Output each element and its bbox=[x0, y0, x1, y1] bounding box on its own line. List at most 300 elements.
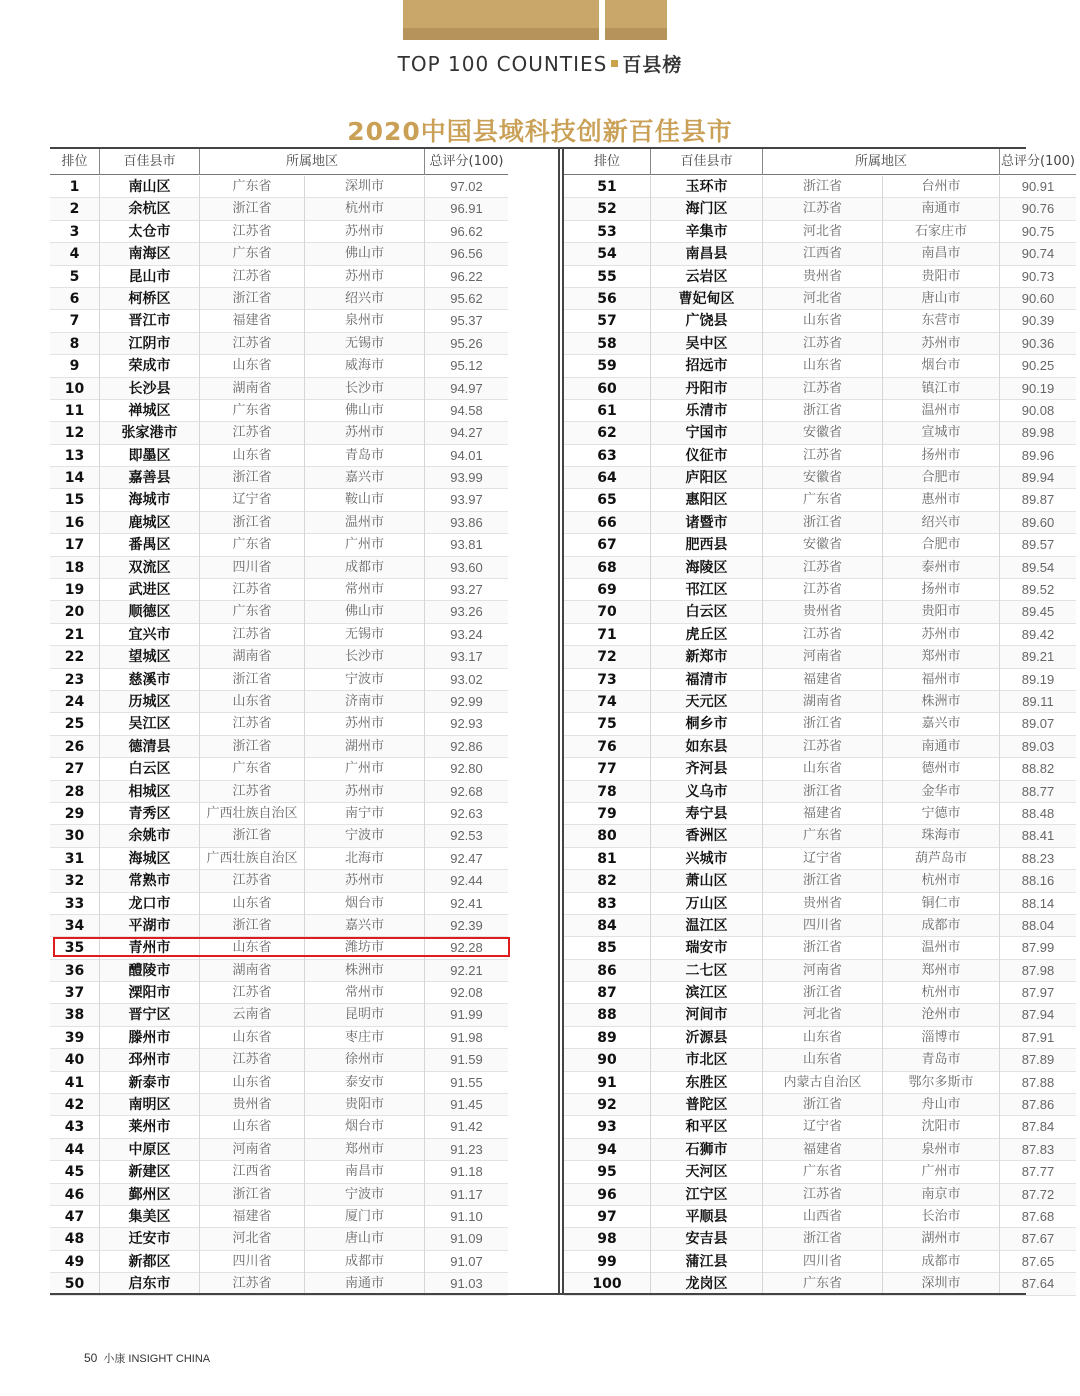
city-cell: 郑州市 bbox=[305, 1139, 425, 1161]
city-cell: 淄博市 bbox=[883, 1027, 1000, 1049]
county-cell: 天元区 bbox=[651, 691, 763, 713]
city-cell: 绍兴市 bbox=[305, 288, 425, 310]
city-cell: 长沙市 bbox=[305, 378, 425, 400]
table-row bbox=[50, 758, 508, 780]
county-cell: 香洲区 bbox=[651, 825, 763, 847]
rank-cell: 29 bbox=[50, 803, 100, 825]
rank-cell: 48 bbox=[50, 1228, 100, 1250]
rank-cell: 87 bbox=[564, 982, 651, 1004]
county-cell: 滕州市 bbox=[100, 1027, 200, 1049]
table-row bbox=[50, 1004, 508, 1026]
score-cell: 92.08 bbox=[450, 985, 483, 1001]
county-cell: 蒲江县 bbox=[651, 1251, 763, 1273]
county-cell: 滨江区 bbox=[651, 982, 763, 1004]
score-cell: 91.07 bbox=[450, 1253, 483, 1269]
score-cell: 87.94 bbox=[1021, 1007, 1055, 1023]
table-row bbox=[564, 534, 1076, 556]
table-row bbox=[50, 713, 508, 735]
county-cell: 和平区 bbox=[651, 1116, 763, 1138]
rank-cell: 27 bbox=[50, 758, 100, 780]
province-cell: 内蒙古自治区 bbox=[763, 1072, 883, 1094]
province-cell: 河北省 bbox=[200, 1228, 305, 1250]
rank-cell: 47 bbox=[50, 1206, 100, 1228]
score-cell: 90.73 bbox=[1021, 268, 1055, 284]
city-cell: 唐山市 bbox=[883, 288, 1000, 310]
score-cell: 89.94 bbox=[1021, 470, 1055, 486]
city-cell: 广州市 bbox=[305, 758, 425, 780]
city-cell: 惠州市 bbox=[883, 489, 1000, 511]
province-cell: 江苏省 bbox=[200, 422, 305, 444]
table-row bbox=[50, 579, 508, 601]
score-cell: 89.96 bbox=[1021, 447, 1055, 463]
city-cell: 济南市 bbox=[305, 691, 425, 713]
rank-cell: 80 bbox=[564, 825, 651, 847]
table-row bbox=[50, 310, 508, 332]
province-cell: 浙江省 bbox=[763, 512, 883, 534]
rank-cell: 24 bbox=[50, 691, 100, 713]
rank-cell: 26 bbox=[50, 736, 100, 758]
score-cell: 95.12 bbox=[450, 358, 483, 374]
city-cell: 苏州市 bbox=[305, 713, 425, 735]
rank-cell: 40 bbox=[50, 1049, 100, 1071]
county-cell: 福清市 bbox=[651, 669, 763, 691]
city-cell: 郑州市 bbox=[883, 646, 1000, 668]
score-cell: 90.25 bbox=[1021, 358, 1055, 374]
table-row bbox=[50, 982, 508, 1004]
score-cell: 89.54 bbox=[1021, 559, 1055, 575]
rank-cell: 85 bbox=[564, 937, 651, 959]
rank-cell: 6 bbox=[50, 288, 100, 310]
city-cell: 鞍山市 bbox=[305, 489, 425, 511]
highlight-box-row-35 bbox=[53, 937, 510, 957]
province-cell: 广东省 bbox=[763, 489, 883, 511]
county-cell: 张家港市 bbox=[100, 422, 200, 444]
table-row bbox=[50, 243, 508, 265]
table-row bbox=[564, 333, 1076, 355]
county-cell: 长沙县 bbox=[100, 378, 200, 400]
rank-cell: 65 bbox=[564, 489, 651, 511]
city-cell: 常州市 bbox=[305, 579, 425, 601]
table-row bbox=[564, 579, 1076, 601]
score-cell: 89.87 bbox=[1021, 492, 1055, 508]
province-cell: 湖南省 bbox=[200, 960, 305, 982]
city-cell: 杭州市 bbox=[883, 982, 1000, 1004]
score-cell: 88.16 bbox=[1021, 873, 1055, 889]
table-row bbox=[564, 400, 1076, 422]
table-row bbox=[50, 333, 508, 355]
province-cell: 湖南省 bbox=[200, 378, 305, 400]
score-cell: 89.98 bbox=[1021, 425, 1055, 441]
county-cell: 南山区 bbox=[100, 176, 200, 198]
county-cell: 海城区 bbox=[100, 848, 200, 870]
rank-cell: 98 bbox=[564, 1228, 651, 1250]
table-row bbox=[564, 624, 1076, 646]
table-row bbox=[50, 848, 508, 870]
rank-cell: 90 bbox=[564, 1049, 651, 1071]
province-cell: 江苏省 bbox=[200, 579, 305, 601]
rank-cell: 60 bbox=[564, 378, 651, 400]
rank-cell: 12 bbox=[50, 422, 100, 444]
header-decoration bbox=[403, 0, 667, 40]
city-cell: 泰州市 bbox=[883, 557, 1000, 579]
province-cell: 广东省 bbox=[200, 176, 305, 198]
county-cell: 东胜区 bbox=[651, 1072, 763, 1094]
table-row bbox=[50, 1161, 508, 1183]
county-cell: 石狮市 bbox=[651, 1139, 763, 1161]
city-cell: 温州市 bbox=[305, 512, 425, 534]
table-row bbox=[50, 1251, 508, 1273]
province-cell: 江苏省 bbox=[200, 1273, 305, 1295]
province-cell: 浙江省 bbox=[200, 512, 305, 534]
score-cell: 94.01 bbox=[450, 447, 483, 463]
province-cell: 河北省 bbox=[763, 221, 883, 243]
county-cell: 肥西县 bbox=[651, 534, 763, 556]
score-cell: 88.14 bbox=[1021, 895, 1055, 911]
score-cell: 92.47 bbox=[450, 850, 483, 866]
table-row bbox=[50, 691, 508, 713]
province-cell: 山东省 bbox=[200, 1027, 305, 1049]
table-row bbox=[564, 646, 1076, 668]
county-cell: 桐乡市 bbox=[651, 713, 763, 735]
city-cell: 杭州市 bbox=[883, 870, 1000, 892]
city-cell: 德州市 bbox=[883, 758, 1000, 780]
city-cell: 成都市 bbox=[305, 557, 425, 579]
table-row bbox=[564, 221, 1076, 243]
county-cell: 安吉县 bbox=[651, 1228, 763, 1250]
score-cell: 87.89 bbox=[1021, 1052, 1055, 1068]
rank-cell: 61 bbox=[564, 400, 651, 422]
county-cell: 曹妃甸区 bbox=[651, 288, 763, 310]
score-cell: 92.28 bbox=[450, 940, 483, 956]
score-cell: 93.27 bbox=[450, 582, 483, 598]
score-cell: 92.86 bbox=[450, 738, 483, 754]
city-cell: 成都市 bbox=[883, 1251, 1000, 1273]
score-cell: 87.77 bbox=[1021, 1164, 1055, 1180]
rank-cell: 75 bbox=[564, 713, 651, 735]
province-cell: 江苏省 bbox=[200, 221, 305, 243]
province-cell: 江苏省 bbox=[763, 1184, 883, 1206]
county-cell: 广饶县 bbox=[651, 310, 763, 332]
table-row bbox=[50, 893, 508, 915]
table-row bbox=[564, 736, 1076, 758]
rank-cell: 23 bbox=[50, 669, 100, 691]
score-cell: 89.07 bbox=[1021, 716, 1055, 732]
rank-cell: 67 bbox=[564, 534, 651, 556]
county-cell: 万山区 bbox=[651, 893, 763, 915]
rank-cell: 81 bbox=[564, 848, 651, 870]
province-cell: 湖南省 bbox=[200, 646, 305, 668]
city-cell: 北海市 bbox=[305, 848, 425, 870]
rank-cell: 14 bbox=[50, 467, 100, 489]
county-cell: 望城区 bbox=[100, 646, 200, 668]
city-cell: 厦门市 bbox=[305, 1206, 425, 1228]
county-cell: 市北区 bbox=[651, 1049, 763, 1071]
rank-cell: 83 bbox=[564, 893, 651, 915]
kicker-chinese: 百县榜 bbox=[622, 54, 683, 76]
county-cell: 如东县 bbox=[651, 736, 763, 758]
county-cell: 新建区 bbox=[100, 1161, 200, 1183]
rank-cell: 17 bbox=[50, 534, 100, 556]
province-cell: 浙江省 bbox=[763, 937, 883, 959]
county-cell: 荣成市 bbox=[100, 355, 200, 377]
table-row bbox=[50, 467, 508, 489]
score-cell: 88.23 bbox=[1021, 850, 1055, 866]
city-cell: 无锡市 bbox=[305, 333, 425, 355]
kicker-english: TOP 100 COUNTIES bbox=[397, 52, 608, 76]
rank-cell: 19 bbox=[50, 579, 100, 601]
table-row bbox=[50, 960, 508, 982]
city-cell: 昆明市 bbox=[305, 1004, 425, 1026]
score-cell: 89.60 bbox=[1021, 514, 1055, 530]
city-cell: 泉州市 bbox=[305, 310, 425, 332]
header-county: 百佳县市 bbox=[651, 149, 763, 175]
score-cell: 90.08 bbox=[1021, 402, 1055, 418]
rank-cell: 66 bbox=[564, 512, 651, 534]
rank-cell: 89 bbox=[564, 1027, 651, 1049]
county-cell: 虎丘区 bbox=[651, 624, 763, 646]
city-cell: 威海市 bbox=[305, 355, 425, 377]
score-cell: 93.26 bbox=[450, 604, 483, 620]
table-row bbox=[564, 691, 1076, 713]
score-cell: 89.19 bbox=[1021, 671, 1055, 687]
rank-cell: 5 bbox=[50, 266, 100, 288]
city-cell: 南宁市 bbox=[305, 803, 425, 825]
province-cell: 浙江省 bbox=[200, 467, 305, 489]
score-cell: 91.45 bbox=[450, 1097, 483, 1113]
province-cell: 广东省 bbox=[200, 400, 305, 422]
rank-cell: 96 bbox=[564, 1184, 651, 1206]
score-cell: 96.56 bbox=[450, 246, 483, 262]
table-row bbox=[564, 937, 1076, 959]
province-cell: 江苏省 bbox=[200, 713, 305, 735]
table-row bbox=[564, 1004, 1076, 1026]
province-cell: 云南省 bbox=[200, 1004, 305, 1026]
table-row bbox=[50, 288, 508, 310]
rank-cell: 59 bbox=[564, 355, 651, 377]
table-row bbox=[50, 825, 508, 847]
province-cell: 江苏省 bbox=[763, 736, 883, 758]
province-cell: 河北省 bbox=[763, 288, 883, 310]
city-cell: 株洲市 bbox=[305, 960, 425, 982]
county-cell: 柯桥区 bbox=[100, 288, 200, 310]
province-cell: 广西壮族自治区 bbox=[200, 848, 305, 870]
rank-cell: 53 bbox=[564, 221, 651, 243]
score-cell: 91.42 bbox=[450, 1119, 483, 1135]
rank-cell: 36 bbox=[50, 960, 100, 982]
county-cell: 江阴市 bbox=[100, 333, 200, 355]
city-cell: 苏州市 bbox=[305, 781, 425, 803]
rank-cell: 46 bbox=[50, 1184, 100, 1206]
score-cell: 93.99 bbox=[450, 470, 483, 486]
county-cell: 兴城市 bbox=[651, 848, 763, 870]
score-cell: 87.86 bbox=[1021, 1097, 1055, 1113]
score-cell: 93.97 bbox=[450, 492, 483, 508]
city-cell: 贵阳市 bbox=[883, 266, 1000, 288]
province-cell: 福建省 bbox=[763, 669, 883, 691]
table-row bbox=[564, 489, 1076, 511]
rank-cell: 18 bbox=[50, 557, 100, 579]
province-cell: 湖南省 bbox=[763, 691, 883, 713]
table-row bbox=[50, 557, 508, 579]
province-cell: 山东省 bbox=[763, 310, 883, 332]
city-cell: 铜仁市 bbox=[883, 893, 1000, 915]
score-cell: 87.64 bbox=[1021, 1276, 1055, 1292]
province-cell: 山东省 bbox=[200, 893, 305, 915]
province-cell: 山东省 bbox=[200, 445, 305, 467]
table-row bbox=[50, 422, 508, 444]
header-score: 总评分(100) bbox=[1001, 154, 1075, 169]
table-row bbox=[564, 848, 1076, 870]
table-row bbox=[564, 1094, 1076, 1116]
county-cell: 招远市 bbox=[651, 355, 763, 377]
header-decoration-notch bbox=[599, 0, 605, 40]
county-cell: 南昌县 bbox=[651, 243, 763, 265]
province-cell: 江苏省 bbox=[200, 1049, 305, 1071]
score-cell: 96.62 bbox=[450, 223, 483, 239]
province-cell: 河南省 bbox=[763, 960, 883, 982]
province-cell: 浙江省 bbox=[763, 1094, 883, 1116]
rank-cell: 100 bbox=[564, 1273, 651, 1295]
city-cell: 苏州市 bbox=[305, 266, 425, 288]
province-cell: 山东省 bbox=[200, 691, 305, 713]
city-cell: 南通市 bbox=[883, 198, 1000, 220]
table-row bbox=[50, 601, 508, 623]
rank-cell: 73 bbox=[564, 669, 651, 691]
county-cell: 溧阳市 bbox=[100, 982, 200, 1004]
county-cell: 邗江区 bbox=[651, 579, 763, 601]
score-cell: 92.21 bbox=[450, 962, 483, 978]
city-cell: 绍兴市 bbox=[883, 512, 1000, 534]
city-cell: 南通市 bbox=[305, 1273, 425, 1295]
rank-cell: 32 bbox=[50, 870, 100, 892]
rank-cell: 15 bbox=[50, 489, 100, 511]
county-cell: 启东市 bbox=[100, 1273, 200, 1295]
province-cell: 山东省 bbox=[200, 937, 305, 959]
city-cell: 宣城市 bbox=[883, 422, 1000, 444]
score-cell: 88.48 bbox=[1021, 805, 1055, 821]
rank-cell: 79 bbox=[564, 803, 651, 825]
rank-cell: 68 bbox=[564, 557, 651, 579]
county-cell: 中原区 bbox=[100, 1139, 200, 1161]
score-cell: 87.88 bbox=[1021, 1074, 1055, 1090]
county-cell: 海城市 bbox=[100, 489, 200, 511]
table-row bbox=[564, 1251, 1076, 1273]
county-cell: 沂源县 bbox=[651, 1027, 763, 1049]
province-cell: 浙江省 bbox=[200, 669, 305, 691]
province-cell: 江苏省 bbox=[763, 445, 883, 467]
county-cell: 宜兴市 bbox=[100, 624, 200, 646]
county-cell: 历城区 bbox=[100, 691, 200, 713]
province-cell: 江苏省 bbox=[200, 982, 305, 1004]
score-cell: 88.77 bbox=[1021, 783, 1055, 799]
city-cell: 东营市 bbox=[883, 310, 1000, 332]
city-cell: 合肥市 bbox=[883, 467, 1000, 489]
rank-cell: 88 bbox=[564, 1004, 651, 1026]
score-cell: 91.59 bbox=[450, 1052, 483, 1068]
table-row bbox=[564, 243, 1076, 265]
score-cell: 88.82 bbox=[1021, 761, 1055, 777]
county-cell: 余杭区 bbox=[100, 198, 200, 220]
score-cell: 93.60 bbox=[450, 559, 483, 575]
city-cell: 葫芦岛市 bbox=[883, 848, 1000, 870]
county-cell: 醴陵市 bbox=[100, 960, 200, 982]
table-row bbox=[564, 445, 1076, 467]
province-cell: 贵州省 bbox=[763, 893, 883, 915]
county-cell: 新郑市 bbox=[651, 646, 763, 668]
county-cell: 新都区 bbox=[100, 1251, 200, 1273]
rank-cell: 86 bbox=[564, 960, 651, 982]
score-cell: 91.99 bbox=[450, 1007, 483, 1023]
city-cell: 烟台市 bbox=[305, 893, 425, 915]
header-rank: 排位 bbox=[564, 149, 651, 175]
city-cell: 苏州市 bbox=[883, 333, 1000, 355]
score-cell: 94.58 bbox=[450, 402, 483, 418]
province-cell: 浙江省 bbox=[763, 781, 883, 803]
table-row bbox=[50, 669, 508, 691]
table-row bbox=[50, 378, 508, 400]
county-cell: 禅城区 bbox=[100, 400, 200, 422]
city-cell: 石家庄市 bbox=[883, 221, 1000, 243]
province-cell: 浙江省 bbox=[200, 736, 305, 758]
city-cell: 嘉兴市 bbox=[883, 713, 1000, 735]
table-row bbox=[564, 1228, 1076, 1250]
score-cell: 92.80 bbox=[450, 761, 483, 777]
rank-cell: 52 bbox=[564, 198, 651, 220]
rank-cell: 33 bbox=[50, 893, 100, 915]
rank-cell: 44 bbox=[50, 1139, 100, 1161]
province-cell: 安徽省 bbox=[763, 422, 883, 444]
city-cell: 郑州市 bbox=[883, 960, 1000, 982]
province-cell: 河南省 bbox=[763, 646, 883, 668]
table-row bbox=[50, 1139, 508, 1161]
province-cell: 贵州省 bbox=[763, 266, 883, 288]
rank-cell: 72 bbox=[564, 646, 651, 668]
county-cell: 龙岗区 bbox=[651, 1273, 763, 1295]
county-cell: 青秀区 bbox=[100, 803, 200, 825]
county-cell: 南明区 bbox=[100, 1094, 200, 1116]
table-row bbox=[50, 781, 508, 803]
county-cell: 青州市 bbox=[100, 937, 200, 959]
rank-cell: 9 bbox=[50, 355, 100, 377]
rank-cell: 13 bbox=[50, 445, 100, 467]
table-row bbox=[50, 870, 508, 892]
county-cell: 集美区 bbox=[100, 1206, 200, 1228]
province-cell: 四川省 bbox=[200, 557, 305, 579]
rank-cell: 54 bbox=[564, 243, 651, 265]
rank-cell: 51 bbox=[564, 176, 651, 198]
province-cell: 浙江省 bbox=[763, 176, 883, 198]
table-row bbox=[564, 422, 1076, 444]
county-cell: 南海区 bbox=[100, 243, 200, 265]
rank-cell: 11 bbox=[50, 400, 100, 422]
province-cell: 四川省 bbox=[200, 1251, 305, 1273]
city-cell: 枣庄市 bbox=[305, 1027, 425, 1049]
rank-cell: 37 bbox=[50, 982, 100, 1004]
county-cell: 龙口市 bbox=[100, 893, 200, 915]
table-row bbox=[50, 736, 508, 758]
score-cell: 88.41 bbox=[1021, 828, 1055, 844]
score-cell: 91.98 bbox=[450, 1029, 483, 1045]
city-cell: 沈阳市 bbox=[883, 1116, 1000, 1138]
city-cell: 南京市 bbox=[883, 1184, 1000, 1206]
table-row bbox=[50, 1094, 508, 1116]
province-cell: 四川省 bbox=[763, 1251, 883, 1273]
score-cell: 92.68 bbox=[450, 783, 483, 799]
table-row bbox=[564, 1139, 1076, 1161]
city-cell: 合肥市 bbox=[883, 534, 1000, 556]
city-cell: 金华市 bbox=[883, 781, 1000, 803]
score-cell: 92.99 bbox=[450, 693, 483, 709]
